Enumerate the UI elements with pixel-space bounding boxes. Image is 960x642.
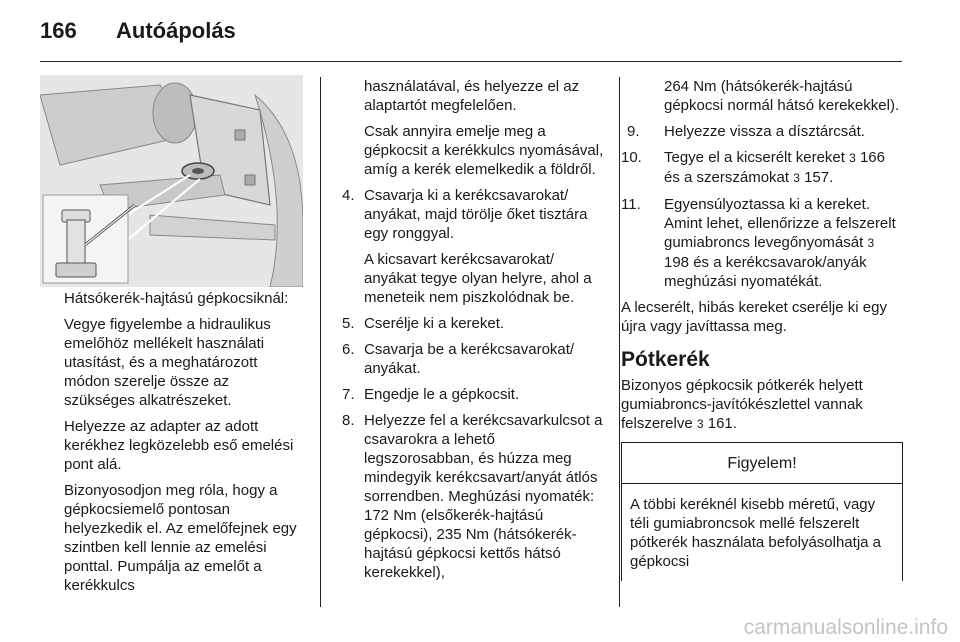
page-number: 166: [40, 18, 77, 43]
paragraph: Bizonyos gépkocsik pótkerék helyett gumiabroncs-javítókészlettel vannak felszerelve 3 161.: [621, 377, 863, 432]
page-ref-arrow-icon[interactable]: 3: [793, 171, 800, 185]
list-item: 7. Engedje le a gépkocsit.: [342, 385, 604, 404]
list-item: 9. Helyezze vissza a dísztárcsát.: [621, 122, 903, 141]
list-item: 4. Csavarja ki a kerékcsavarokat/ anyákat, majd törölje őket tisztára egy ronggyal. A kicsavart kerékcsavarokat/ anyákat tegye olyan helyre, ahol a meneteik nem piszkolódnak be.: [342, 186, 604, 307]
page-title: Autóápolás: [116, 18, 236, 43]
list-item: 5. Cserélje ki a kereket.: [342, 314, 604, 333]
list-item: 8. Helyezze fel a kerékcsavarkulcsot a csavarokra a lehető legszorosabban, és húzza meg mindegyik kerékcsavart/anyát átlós sorrendben. Meghúzási nyomaték: 172 Nm (elsőkerék-hajtású gépkocsi), 235 Nm (hátsókerék-hajtású gépkocsi kettős hátsó kerekekkel),: [342, 412, 603, 581]
column-divider-1: [320, 77, 321, 607]
list-item-text: Csavarja be a kerékcsavarokat/ anyákat.: [364, 341, 575, 377]
list-item: 10. Tegye el a kicserélt kereket 3 166 és a szerszámokat 3 157.: [621, 149, 885, 186]
page-header: [40, 18, 236, 58]
page-ref-arrow-icon[interactable]: 3: [867, 236, 875, 250]
paragraph: A lecserélt, hibás kereket cserélje ki egy újra vagy javíttassa meg.: [621, 299, 887, 335]
list-item-text: Engedje le a gépkocsit.: [364, 386, 520, 403]
paragraph: 264 Nm (hátsókerék-hajtású gépkocsi normál hátsó kerekekkel).: [664, 78, 900, 114]
page-ref-arrow-icon[interactable]: 3: [849, 151, 856, 165]
warning-title: Figyelem!: [622, 443, 902, 484]
list-item-text: Helyezze vissza a dísztárcsát.: [664, 123, 865, 140]
paragraph: használatával, és helyezze el az alaptartót megfelelően.: [364, 78, 580, 114]
list-item-text: Helyezze fel a kerékcsavarkulcsot a csavarokra a lehető legszorosabban, és húzza meg mindegyik kerékcsavart/anyát átlós sorrendben. Meghúzási nyomaték: 172 Nm (elsőkerék-hajtású gépkocsi), 235 Nm (hátsókerék-hajtású gépkocsi kettős hátsó kerekekkel),: [364, 412, 603, 581]
paragraph: Vegye figyelembe a hidraulikus emelőhöz mellékelt használati utasítást, és a meghatározott módon szerelje össze az szükséges alkatrészeket.: [64, 316, 271, 409]
paragraph: Helyezze az adapter az adott kerékhez legközelebb eső emelési pont alá.: [64, 418, 294, 473]
paragraph: Bizonyosodjon meg róla, hogy a gépkocsiemelő pontosan helyezkedik el. Az emelőfejnek egy szintben kell lennie az emelési ponttal. Pumpálja az emelőt a kerékkulcs: [64, 482, 297, 594]
list-item-subtext: A kicsavart kerékcsavarokat/ anyákat tegye olyan helyre, ahol a meneteik nem piszkolódnak be.: [364, 251, 592, 306]
column-2: [342, 77, 604, 589]
column-3: [621, 77, 903, 581]
column-1: [64, 289, 304, 602]
warning-text: A többi keréknél kisebb méretű, vagy téli gumiabroncsok mellé felszerelt pótkerék használata befolyásolhatja a gépkocsi: [630, 496, 882, 570]
section-title: Pótkerék: [621, 348, 710, 371]
paragraph: Csak annyira emelje meg a gépkocsit a kerékkulcs nyomásával, amíg a kerék elemelkedik a földről.: [364, 123, 604, 178]
page-ref-arrow-icon[interactable]: 3: [696, 417, 704, 431]
column-divider-2: [619, 77, 620, 607]
list-item-text: Csavarja ki a kerékcsavarokat/ anyákat, majd törölje őket tisztára egy ronggyal.: [364, 187, 588, 242]
jack-under-rear-axle-illustration: [40, 75, 303, 287]
list-item-text: Cserélje ki a kereket.: [364, 315, 505, 332]
list-item: 6. Csavarja be a kerékcsavarokat/ anyákat.: [342, 340, 604, 378]
paragraph: Hátsókerék-hajtású gépkocsiknál:: [64, 290, 289, 307]
watermark: carmanualsonline.info: [743, 616, 948, 639]
header-rule: [40, 61, 902, 62]
list-item: 11. Egyensúlyoztassa ki a kereket. Amint lehet, ellenőrizze a felszerelt gumiabroncs levegőnyomását 3 198 és a kerékcsavarok/anyák meghúzási nyomatékát.: [621, 196, 896, 290]
warning-box: [621, 442, 903, 581]
